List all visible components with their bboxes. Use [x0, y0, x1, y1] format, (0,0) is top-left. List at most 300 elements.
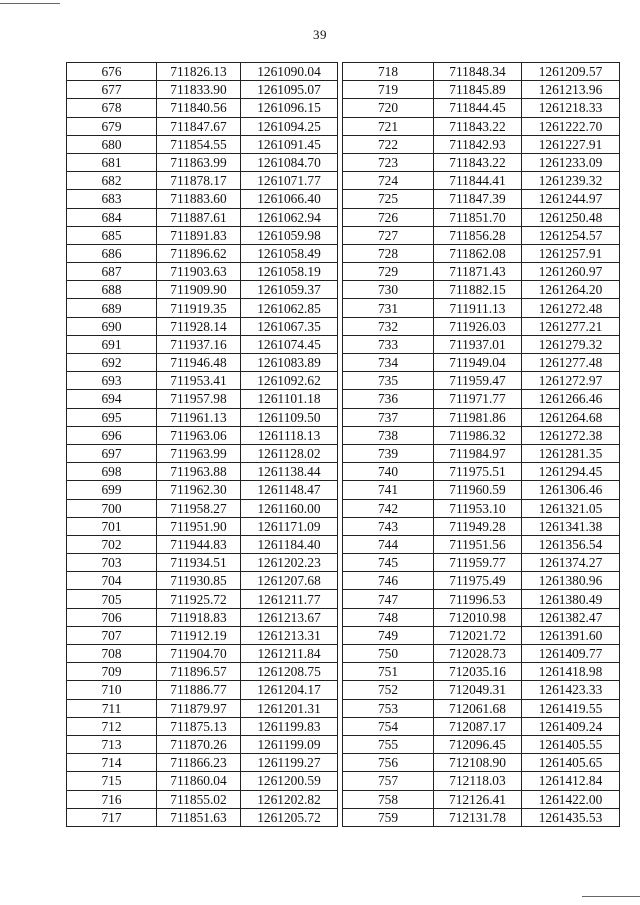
point-number-cell: 753: [343, 699, 434, 717]
point-number-cell: 678: [67, 99, 157, 117]
x-coordinate-cell: 711937.16: [157, 335, 241, 353]
table-row: [343, 608, 620, 626]
table-row: [343, 426, 620, 444]
x-coordinate-cell: 711904.70: [157, 645, 241, 663]
table-row: [343, 390, 620, 408]
point-number-cell: 694: [67, 390, 157, 408]
point-number-cell: 756: [343, 754, 434, 772]
point-number-cell: 737: [343, 408, 434, 426]
point-number-cell: 718: [343, 63, 434, 81]
top-rule: [0, 3, 60, 4]
point-number-cell: 690: [67, 317, 157, 335]
point-number-cell: 757: [343, 772, 434, 790]
x-coordinate-cell: 711975.51: [434, 463, 522, 481]
x-coordinate-cell: 711953.10: [434, 499, 522, 517]
point-number-cell: 688: [67, 281, 157, 299]
point-number-cell: 714: [67, 754, 157, 772]
x-coordinate-cell: 712118.03: [434, 772, 522, 790]
x-coordinate-cell: 711963.88: [157, 463, 241, 481]
y-coordinate-cell: 1261138.44: [241, 463, 338, 481]
y-coordinate-cell: 1261109.50: [241, 408, 338, 426]
x-coordinate-cell: 711984.97: [434, 444, 522, 462]
y-coordinate-cell: 1261250.48: [522, 208, 620, 226]
point-number-cell: 698: [67, 463, 157, 481]
point-number-cell: 726: [343, 208, 434, 226]
coordinates-table-left: [66, 62, 338, 827]
y-coordinate-cell: 1261227.91: [522, 135, 620, 153]
point-number-cell: 697: [67, 444, 157, 462]
table-row: [343, 444, 620, 462]
table-row: [343, 281, 620, 299]
table-row: [67, 335, 338, 353]
y-coordinate-cell: 1261202.82: [241, 790, 338, 808]
y-coordinate-cell: 1261244.97: [522, 190, 620, 208]
point-number-cell: 680: [67, 135, 157, 153]
table-row: [67, 645, 338, 663]
x-coordinate-cell: 711844.45: [434, 99, 522, 117]
y-coordinate-cell: 1261264.20: [522, 281, 620, 299]
table-row: [343, 335, 620, 353]
table-row: [343, 699, 620, 717]
y-coordinate-cell: 1261205.72: [241, 808, 338, 826]
table-row: [343, 63, 620, 81]
y-coordinate-cell: 1261279.32: [522, 335, 620, 353]
table-row: [67, 808, 338, 826]
point-number-cell: 731: [343, 299, 434, 317]
point-number-cell: 745: [343, 554, 434, 572]
table-row: [67, 572, 338, 590]
y-coordinate-cell: 1261094.25: [241, 117, 338, 135]
x-coordinate-cell: 711959.77: [434, 554, 522, 572]
page-number: 39: [313, 27, 327, 42]
y-coordinate-cell: 1261382.47: [522, 608, 620, 626]
point-number-cell: 739: [343, 444, 434, 462]
point-number-cell: 684: [67, 208, 157, 226]
x-coordinate-cell: 711855.02: [157, 790, 241, 808]
table-row: [343, 808, 620, 826]
point-number-cell: 749: [343, 626, 434, 644]
y-coordinate-cell: 1261058.49: [241, 244, 338, 262]
x-coordinate-cell: 711866.23: [157, 754, 241, 772]
table-row: [67, 608, 338, 626]
table-row: [67, 354, 338, 372]
y-coordinate-cell: 1261405.55: [522, 735, 620, 753]
table-row: [343, 754, 620, 772]
table-row: [67, 481, 338, 499]
table-row: [343, 244, 620, 262]
y-coordinate-cell: 1261211.84: [241, 645, 338, 663]
point-number-cell: 701: [67, 517, 157, 535]
y-coordinate-cell: 1261409.24: [522, 717, 620, 735]
y-coordinate-cell: 1261277.48: [522, 354, 620, 372]
y-coordinate-cell: 1261213.67: [241, 608, 338, 626]
y-coordinate-cell: 1261356.54: [522, 535, 620, 553]
x-coordinate-cell: 711946.48: [157, 354, 241, 372]
y-coordinate-cell: 1261222.70: [522, 117, 620, 135]
x-coordinate-cell: 711953.41: [157, 372, 241, 390]
table-row: [67, 699, 338, 717]
y-coordinate-cell: 1261435.53: [522, 808, 620, 826]
y-coordinate-cell: 1261091.45: [241, 135, 338, 153]
x-coordinate-cell: 712010.98: [434, 608, 522, 626]
table-row: [343, 226, 620, 244]
table-row: [67, 772, 338, 790]
point-number-cell: 705: [67, 590, 157, 608]
table-row: [343, 408, 620, 426]
point-number-cell: 723: [343, 153, 434, 171]
coordinates-table-right: [342, 62, 620, 827]
x-coordinate-cell: 711912.19: [157, 626, 241, 644]
x-coordinate-cell: 711963.99: [157, 444, 241, 462]
y-coordinate-cell: 1261380.96: [522, 572, 620, 590]
x-coordinate-cell: 711971.77: [434, 390, 522, 408]
table-row: [343, 135, 620, 153]
y-coordinate-cell: 1261059.98: [241, 226, 338, 244]
point-number-cell: 696: [67, 426, 157, 444]
point-number-cell: 682: [67, 172, 157, 190]
y-coordinate-cell: 1261213.96: [522, 81, 620, 99]
x-coordinate-cell: 711909.90: [157, 281, 241, 299]
x-coordinate-cell: 711854.55: [157, 135, 241, 153]
x-coordinate-cell: 712108.90: [434, 754, 522, 772]
table-row: [343, 499, 620, 517]
x-coordinate-cell: 711928.14: [157, 317, 241, 335]
table-row: [67, 426, 338, 444]
x-coordinate-cell: 711949.04: [434, 354, 522, 372]
x-coordinate-cell: 711847.39: [434, 190, 522, 208]
point-number-cell: 751: [343, 663, 434, 681]
point-number-cell: 742: [343, 499, 434, 517]
y-coordinate-cell: 1261264.68: [522, 408, 620, 426]
y-coordinate-cell: 1261218.33: [522, 99, 620, 117]
y-coordinate-cell: 1261374.27: [522, 554, 620, 572]
x-coordinate-cell: 711903.63: [157, 263, 241, 281]
y-coordinate-cell: 1261321.05: [522, 499, 620, 517]
x-coordinate-cell: 711918.83: [157, 608, 241, 626]
point-number-cell: 759: [343, 808, 434, 826]
x-coordinate-cell: 711937.01: [434, 335, 522, 353]
table-row: [67, 499, 338, 517]
y-coordinate-cell: 1261084.70: [241, 153, 338, 171]
table-row: [343, 554, 620, 572]
y-coordinate-cell: 1261095.07: [241, 81, 338, 99]
y-coordinate-cell: 1261281.35: [522, 444, 620, 462]
table-row: [67, 554, 338, 572]
y-coordinate-cell: 1261423.33: [522, 681, 620, 699]
table-row: [343, 572, 620, 590]
table-row: [67, 681, 338, 699]
y-coordinate-cell: 1261200.59: [241, 772, 338, 790]
point-number-cell: 725: [343, 190, 434, 208]
point-number-cell: 677: [67, 81, 157, 99]
table-row: [67, 135, 338, 153]
y-coordinate-cell: 1261066.40: [241, 190, 338, 208]
table-row: [67, 317, 338, 335]
table-row: [67, 208, 338, 226]
table-row: [67, 463, 338, 481]
table-row: [67, 735, 338, 753]
table-row: [343, 263, 620, 281]
y-coordinate-cell: 1261128.02: [241, 444, 338, 462]
point-number-cell: 724: [343, 172, 434, 190]
x-coordinate-cell: 711845.89: [434, 81, 522, 99]
y-coordinate-cell: 1261405.65: [522, 754, 620, 772]
x-coordinate-cell: 711926.03: [434, 317, 522, 335]
table-row: [67, 535, 338, 553]
table-row: [67, 81, 338, 99]
x-coordinate-cell: 711863.99: [157, 153, 241, 171]
bottom-rule: [582, 896, 640, 897]
point-number-cell: 683: [67, 190, 157, 208]
y-coordinate-cell: 1261380.49: [522, 590, 620, 608]
y-coordinate-cell: 1261233.09: [522, 153, 620, 171]
y-coordinate-cell: 1261092.62: [241, 372, 338, 390]
point-number-cell: 755: [343, 735, 434, 753]
point-number-cell: 699: [67, 481, 157, 499]
point-number-cell: 729: [343, 263, 434, 281]
y-coordinate-cell: 1261272.48: [522, 299, 620, 317]
x-coordinate-cell: 711957.98: [157, 390, 241, 408]
point-number-cell: 691: [67, 335, 157, 353]
table-row: [67, 226, 338, 244]
y-coordinate-cell: 1261266.46: [522, 390, 620, 408]
table-row: [67, 390, 338, 408]
y-coordinate-cell: 1261204.17: [241, 681, 338, 699]
x-coordinate-cell: 711986.32: [434, 426, 522, 444]
y-coordinate-cell: 1261213.31: [241, 626, 338, 644]
y-coordinate-cell: 1261412.84: [522, 772, 620, 790]
table-row: [67, 99, 338, 117]
x-coordinate-cell: 711878.17: [157, 172, 241, 190]
table-row: [343, 626, 620, 644]
point-number-cell: 748: [343, 608, 434, 626]
y-coordinate-cell: 1261201.31: [241, 699, 338, 717]
table-row: [67, 663, 338, 681]
table-row: [67, 153, 338, 171]
table-row: [67, 517, 338, 535]
x-coordinate-cell: 711843.22: [434, 117, 522, 135]
y-coordinate-cell: 1261419.55: [522, 699, 620, 717]
point-number-cell: 747: [343, 590, 434, 608]
point-number-cell: 709: [67, 663, 157, 681]
table-row: [343, 463, 620, 481]
table-row: [67, 190, 338, 208]
point-number-cell: 692: [67, 354, 157, 372]
table-row: [343, 517, 620, 535]
point-number-cell: 686: [67, 244, 157, 262]
x-coordinate-cell: 711870.26: [157, 735, 241, 753]
point-number-cell: 685: [67, 226, 157, 244]
table-row: [67, 626, 338, 644]
x-coordinate-cell: 711882.15: [434, 281, 522, 299]
y-coordinate-cell: 1261071.77: [241, 172, 338, 190]
table-row: [343, 99, 620, 117]
point-number-cell: 734: [343, 354, 434, 372]
x-coordinate-cell: 711981.86: [434, 408, 522, 426]
x-coordinate-cell: 711958.27: [157, 499, 241, 517]
x-coordinate-cell: 711851.63: [157, 808, 241, 826]
y-coordinate-cell: 1261096.15: [241, 99, 338, 117]
point-number-cell: 716: [67, 790, 157, 808]
x-coordinate-cell: 711961.13: [157, 408, 241, 426]
y-coordinate-cell: 1261209.57: [522, 63, 620, 81]
x-coordinate-cell: 711951.56: [434, 535, 522, 553]
table-row: [67, 263, 338, 281]
point-number-cell: 710: [67, 681, 157, 699]
x-coordinate-cell: 711843.22: [434, 153, 522, 171]
point-number-cell: 711: [67, 699, 157, 717]
point-number-cell: 702: [67, 535, 157, 553]
x-coordinate-cell: 711856.28: [434, 226, 522, 244]
point-number-cell: 706: [67, 608, 157, 626]
y-coordinate-cell: 1261184.40: [241, 535, 338, 553]
table-row: [343, 663, 620, 681]
point-number-cell: 676: [67, 63, 157, 81]
y-coordinate-cell: 1261062.94: [241, 208, 338, 226]
point-number-cell: 720: [343, 99, 434, 117]
y-coordinate-cell: 1261062.85: [241, 299, 338, 317]
point-number-cell: 736: [343, 390, 434, 408]
x-coordinate-cell: 712028.73: [434, 645, 522, 663]
point-number-cell: 758: [343, 790, 434, 808]
y-coordinate-cell: 1261341.38: [522, 517, 620, 535]
x-coordinate-cell: 711842.93: [434, 135, 522, 153]
point-number-cell: 733: [343, 335, 434, 353]
y-coordinate-cell: 1261294.45: [522, 463, 620, 481]
table-row: [67, 117, 338, 135]
x-coordinate-cell: 711962.30: [157, 481, 241, 499]
table-row: [67, 372, 338, 390]
y-coordinate-cell: 1261202.23: [241, 554, 338, 572]
table-row: [343, 81, 620, 99]
x-coordinate-cell: 711925.72: [157, 590, 241, 608]
x-coordinate-cell: 711911.13: [434, 299, 522, 317]
table-row: [343, 372, 620, 390]
table-row: [67, 790, 338, 808]
y-coordinate-cell: 1261277.21: [522, 317, 620, 335]
point-number-cell: 712: [67, 717, 157, 735]
y-coordinate-cell: 1261211.77: [241, 590, 338, 608]
x-coordinate-cell: 711887.61: [157, 208, 241, 226]
x-coordinate-cell: 711975.49: [434, 572, 522, 590]
table-row: [343, 172, 620, 190]
x-coordinate-cell: 711996.53: [434, 590, 522, 608]
point-number-cell: 728: [343, 244, 434, 262]
point-number-cell: 752: [343, 681, 434, 699]
x-coordinate-cell: 712061.68: [434, 699, 522, 717]
table-row: [343, 117, 620, 135]
y-coordinate-cell: 1261199.83: [241, 717, 338, 735]
x-coordinate-cell: 712021.72: [434, 626, 522, 644]
y-coordinate-cell: 1261067.35: [241, 317, 338, 335]
x-coordinate-cell: 711844.41: [434, 172, 522, 190]
point-number-cell: 741: [343, 481, 434, 499]
y-coordinate-cell: 1261199.09: [241, 735, 338, 753]
x-coordinate-cell: 711944.83: [157, 535, 241, 553]
y-coordinate-cell: 1261272.38: [522, 426, 620, 444]
table-row: [343, 208, 620, 226]
x-coordinate-cell: 711879.97: [157, 699, 241, 717]
point-number-cell: 708: [67, 645, 157, 663]
point-number-cell: 715: [67, 772, 157, 790]
table-row: [343, 790, 620, 808]
table-row: [343, 590, 620, 608]
x-coordinate-cell: 711862.08: [434, 244, 522, 262]
table-row: [67, 590, 338, 608]
point-number-cell: 743: [343, 517, 434, 535]
point-number-cell: 695: [67, 408, 157, 426]
point-number-cell: 717: [67, 808, 157, 826]
table-row: [343, 481, 620, 499]
table-row: [67, 299, 338, 317]
y-coordinate-cell: 1261207.68: [241, 572, 338, 590]
y-coordinate-cell: 1261208.75: [241, 663, 338, 681]
x-coordinate-cell: 711847.67: [157, 117, 241, 135]
y-coordinate-cell: 1261118.13: [241, 426, 338, 444]
x-coordinate-cell: 712131.78: [434, 808, 522, 826]
y-coordinate-cell: 1261260.97: [522, 263, 620, 281]
y-coordinate-cell: 1261306.46: [522, 481, 620, 499]
point-number-cell: 693: [67, 372, 157, 390]
point-number-cell: 713: [67, 735, 157, 753]
y-coordinate-cell: 1261171.09: [241, 517, 338, 535]
y-coordinate-cell: 1261101.18: [241, 390, 338, 408]
y-coordinate-cell: 1261199.27: [241, 754, 338, 772]
x-coordinate-cell: 712126.41: [434, 790, 522, 808]
point-number-cell: 750: [343, 645, 434, 663]
y-coordinate-cell: 1261257.91: [522, 244, 620, 262]
x-coordinate-cell: 711919.35: [157, 299, 241, 317]
x-coordinate-cell: 711886.77: [157, 681, 241, 699]
x-coordinate-cell: 711851.70: [434, 208, 522, 226]
table-row: [67, 408, 338, 426]
x-coordinate-cell: 711963.06: [157, 426, 241, 444]
point-number-cell: 722: [343, 135, 434, 153]
y-coordinate-cell: 1261074.45: [241, 335, 338, 353]
x-coordinate-cell: 711896.62: [157, 244, 241, 262]
table-row: [343, 317, 620, 335]
point-number-cell: 732: [343, 317, 434, 335]
x-coordinate-cell: 711934.51: [157, 554, 241, 572]
table-row: [67, 444, 338, 462]
point-number-cell: 738: [343, 426, 434, 444]
point-number-cell: 689: [67, 299, 157, 317]
table-row: [67, 281, 338, 299]
x-coordinate-cell: 712049.31: [434, 681, 522, 699]
x-coordinate-cell: 712087.17: [434, 717, 522, 735]
point-number-cell: 703: [67, 554, 157, 572]
table-row: [343, 735, 620, 753]
point-number-cell: 687: [67, 263, 157, 281]
table-row: [343, 153, 620, 171]
y-coordinate-cell: 1261160.00: [241, 499, 338, 517]
point-number-cell: 719: [343, 81, 434, 99]
table-row: [67, 244, 338, 262]
point-number-cell: 707: [67, 626, 157, 644]
table-row: [343, 299, 620, 317]
y-coordinate-cell: 1261409.77: [522, 645, 620, 663]
table-row: [67, 172, 338, 190]
x-coordinate-cell: 711960.59: [434, 481, 522, 499]
x-coordinate-cell: 711930.85: [157, 572, 241, 590]
table-row: [343, 354, 620, 372]
y-coordinate-cell: 1261083.89: [241, 354, 338, 372]
x-coordinate-cell: 711959.47: [434, 372, 522, 390]
point-number-cell: 744: [343, 535, 434, 553]
x-coordinate-cell: 711860.04: [157, 772, 241, 790]
point-number-cell: 700: [67, 499, 157, 517]
y-coordinate-cell: 1261418.98: [522, 663, 620, 681]
